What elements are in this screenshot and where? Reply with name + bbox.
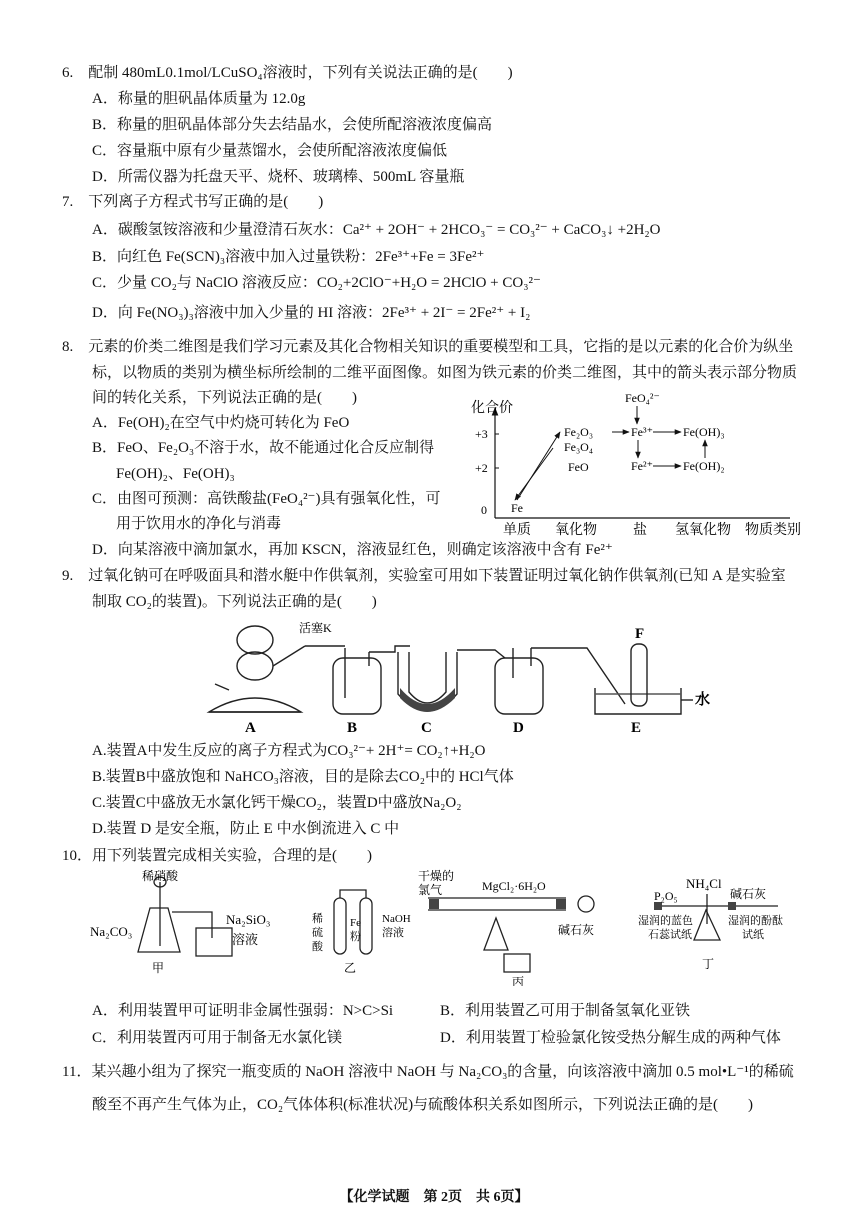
species-feo: FeO xyxy=(568,460,589,474)
q8-option-c1: C．由图可预测：高铁酸盐(FeO₄²⁻)具有强氧化性，可 xyxy=(92,491,441,507)
q8-option-a: A．Fe(OH)₂在空气中灼烧可转化为 FeO xyxy=(92,415,350,431)
q9-stem-line2: 制取 CO₂的装置)。下列说法正确的是( ) xyxy=(92,594,377,610)
fig10-ding-nh4cl: NH₄Cl xyxy=(686,876,722,891)
y-tick-3: +3 xyxy=(475,427,488,441)
q7-option-a: A．碳酸氢铵溶液和少量澄清石灰水：Ca²⁺ + 2OH⁻ + 2HCO₃⁻ = CO₃²⁻ + CaCO₃↓ +2H₂O xyxy=(92,222,661,238)
y-axis-label: 化合价 xyxy=(471,401,513,416)
fig10-jia-na2sio3: Na₂SiO₃ xyxy=(226,912,271,927)
species-fe3: Fe³⁺ xyxy=(631,425,653,439)
q6-option-a: A．称量的胆矾晶体质量为 12.0g xyxy=(92,91,306,107)
q8-option-b2: Fe(OH)₂、Fe(OH)₃ xyxy=(116,466,235,482)
fig10-ding-paper1b: 石蕊试纸 xyxy=(648,929,692,941)
fig9-label-water: 水 xyxy=(695,692,711,708)
q9-option-b: B.装置B中盛放饱和 NaHCO₃溶液，目的是除去CO₂中的 HCl气体 xyxy=(92,769,514,785)
q10-option-c: C．利用装置丙可用于制备无水氯化镁 xyxy=(92,1030,343,1046)
q6-stem: 6. 配制 480mL0.1mol/LCuSO₄溶液时，下列有关说法正确的是( ) xyxy=(62,65,513,81)
fig9-label-b: B xyxy=(347,720,358,736)
fig10-jia-sol: 溶液 xyxy=(232,932,259,947)
q10-option-a: A．利用装置甲可证明非金属性强弱：N>C>Si xyxy=(92,1003,394,1019)
fig10-jia: 甲 xyxy=(152,961,165,975)
fig10-bing-mgcl2: MgCl₂·6H₂O xyxy=(482,879,546,893)
q6-option-c: C．容量瓶中原有少量蒸馏水，会使所配溶液浓度偏低 xyxy=(92,143,448,159)
fig9-valve-label: 活塞K xyxy=(299,621,332,635)
fig10-ding-p2o5: P₂O₅ xyxy=(654,889,678,903)
species-feo4: FeO₄²⁻ xyxy=(625,391,660,405)
fig10-yi-fe1: Fe xyxy=(350,917,361,929)
q8-stem-line3: 间的转化关系，下列说法正确的是( ) xyxy=(92,390,357,406)
fig10-yi: 乙 xyxy=(344,961,357,975)
q9-stem-line1: 9. 过氧化钠可在呼吸面具和潜水艇中作供氧剂，实验室可用如下装置证明过氧化钠作供氧剂(已知 A 是实验室 xyxy=(62,568,786,584)
q10-option-b: B．利用装置乙可用于制备氢氧化亚铁 xyxy=(440,1003,691,1019)
fig10-yi-acid2: 硫 xyxy=(312,927,323,939)
x-cat-element: 单质 xyxy=(503,523,531,538)
x-cat-oxide: 氧化物 xyxy=(555,523,597,538)
x-axis-label: 物质类别 xyxy=(745,523,801,538)
co2-na2o2-apparatus xyxy=(195,618,725,736)
q11-stem-line2: 酸至不再产生气体为止，CO₂气体体积(标准状况)与硫酸体积关系如图所示，下列说法正确的是( ) xyxy=(92,1097,754,1113)
species-fe2o3: Fe₂O₃ xyxy=(564,425,594,439)
q6-option-d: D．所需仪器为托盘天平、烧杯、玻璃棒、500mL 容量瓶 xyxy=(92,169,465,185)
species-fe3o4: Fe₃O₄ xyxy=(564,440,594,454)
q7-option-c: C．少量 CO₂与 NaClO 溶液反应：CO₂+2ClO⁻+H₂O = 2HClO + CO₃²⁻ xyxy=(92,275,541,291)
species-feoh3: Fe(OH)₃ xyxy=(683,425,725,439)
x-cat-hydroxide: 氢氧化物 xyxy=(675,523,731,538)
q7-stem: 7. 下列离子方程式书写正确的是( ) xyxy=(62,194,324,210)
fig10-bing: 丙 xyxy=(512,975,525,986)
q11-stem-line1: 11．某兴趣小组为了探究一瓶变质的 NaOH 溶液中 NaOH 与 Na₂CO₃的含量，向该溶液中滴加 0.5 mol•L⁻¹的稀硫 xyxy=(62,1064,794,1080)
y-tick-2: +2 xyxy=(475,461,488,475)
fig9-label-c: C xyxy=(421,720,432,736)
fig10-ding-lime: 碱石灰 xyxy=(730,887,767,901)
q8-option-c2: 用于饮用水的净化与消毒 xyxy=(116,516,282,532)
fig9-label-f: F xyxy=(635,626,645,642)
fig9-label-a: A xyxy=(245,720,256,736)
species-fe: Fe xyxy=(511,501,523,515)
page-footer: 【化学试题 第 2页 共 6页】 xyxy=(339,1190,529,1205)
q8-stem-line1: 8. 元素的价类二维图是我们学习元素及其化合物相关知识的重要模型和工具，它指的是以元素的化合价为纵坐 xyxy=(62,339,794,355)
species-fe2: Fe²⁺ xyxy=(631,459,653,473)
q10-option-d: D．利用装置丁检验氯化铵受热分解生成的两种气体 xyxy=(440,1030,781,1046)
q8-option-d: D．向某溶液中滴加氯水，再加 KSCN，溶液显红色，则确定该溶液中含有 Fe²⁺ xyxy=(92,542,613,558)
species-feoh2: Fe(OH)₂ xyxy=(683,459,725,473)
q10-stem: 10．用下列装置完成相关实验，合理的是( ) xyxy=(62,848,372,864)
q8-option-b1: B．FeO、Fe₂O₃不溶于水，故不能通过化合反应制得 xyxy=(92,440,435,456)
x-cat-salt: 盐 xyxy=(633,523,647,538)
fig10-bing-gas2: 氯气 xyxy=(418,883,443,897)
y-tick-0: 0 xyxy=(481,503,487,517)
fig10-yi-acid1: 稀 xyxy=(312,913,323,925)
fig10-ding-paper1a: 湿润的蓝色 xyxy=(638,915,693,927)
iron-valence-class-diagram xyxy=(455,388,815,538)
q9-option-d: D.装置 D 是安全瓶，防止 E 中水倒流进入 C 中 xyxy=(92,821,400,837)
fig10-yi-naoh2: 溶液 xyxy=(382,927,404,939)
fig10-yi-acid3: 酸 xyxy=(312,941,323,953)
fig9-label-e: E xyxy=(631,720,642,736)
q10-apparatus-figure xyxy=(88,868,818,986)
fig10-jia-acid: 稀硝酸 xyxy=(142,869,179,883)
q7-option-b: B．向红色 Fe(SCN)₃溶液中加入过量铁粉：2Fe³⁺+Fe = 3Fe²⁺ xyxy=(92,249,485,265)
fig10-ding: 丁 xyxy=(702,957,715,971)
fig10-yi-naoh1: NaOH xyxy=(382,913,411,925)
fig9-label-d: D xyxy=(513,720,524,736)
q6-option-b: B．称量的胆矾晶体部分失去结晶水，会使所配溶液浓度偏高 xyxy=(92,117,493,133)
q9-option-a: A.装置A中发生反应的离子方程式为CO₃²⁻+ 2H⁺= CO₂↑+H₂O xyxy=(92,743,486,759)
fig10-yi-fe2: 粉 xyxy=(350,931,361,943)
fig10-bing-lime: 碱石灰 xyxy=(558,923,595,937)
fig10-ding-paper2a: 湿润的酚酞 xyxy=(728,915,783,927)
q9-option-c: C.装置C中盛放无水氯化钙干燥CO₂，装置D中盛放Na₂O₂ xyxy=(92,795,462,811)
fig10-bing-gas1: 干燥的 xyxy=(418,869,455,883)
fig10-jia-na2co3: Na₂CO₃ xyxy=(90,924,133,939)
q7-option-d: D．向 Fe(NO₃)₃溶液中加入少量的 HI 溶液：2Fe³⁺ + 2I⁻ = 2Fe²⁺ + I₂ xyxy=(92,305,531,321)
q8-stem-line2: 标，以物质的类别为横坐标所绘制的二维平面图像。如图为铁元素的价类二维图，其中的箭头表示部分物质 xyxy=(92,365,798,381)
fig10-ding-paper2b: 试纸 xyxy=(742,929,764,941)
